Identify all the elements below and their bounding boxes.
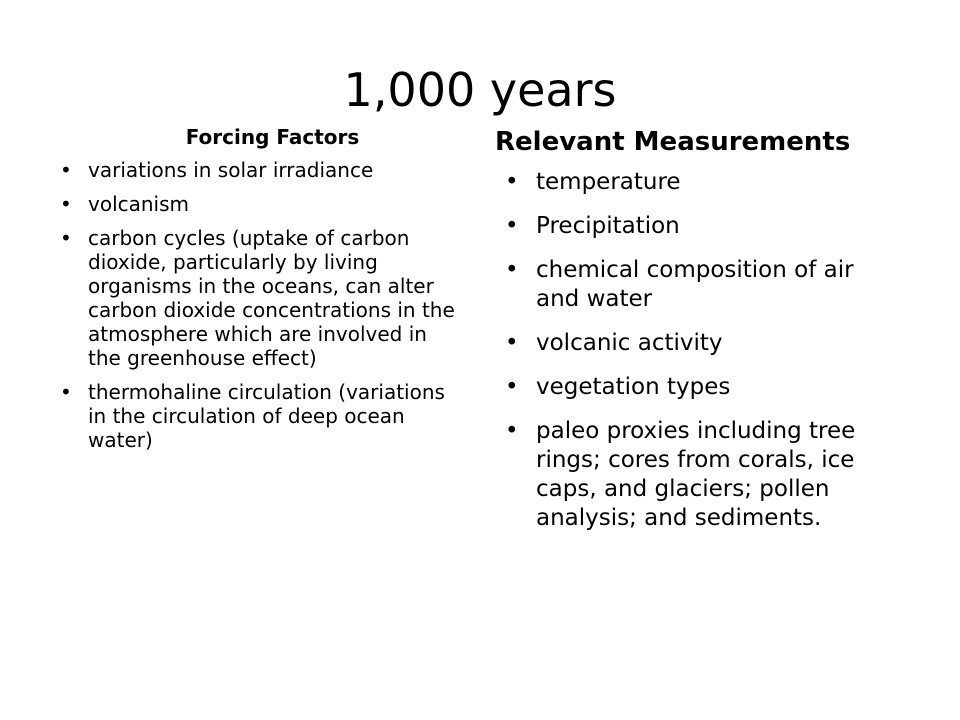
list-item-text: temperature	[536, 169, 681, 195]
bullet-icon: •	[60, 226, 72, 250]
relevant-measurements-list	[495, 168, 900, 533]
relevant-measurements-column	[495, 122, 900, 548]
bullet-icon: •	[505, 374, 519, 400]
bullet-icon: •	[505, 169, 519, 195]
list-item-text: carbon cycles (uptake of carbon dioxide, particularly by living organisms in the oceans, can alter carbon dioxide concentrations in the atmosphere which are involved in the greenhouse effect)	[88, 226, 455, 370]
bullet-icon: •	[60, 192, 72, 216]
bullet-icon: •	[505, 418, 519, 444]
forcing-factors-list	[60, 158, 465, 452]
relevant-measurements-heading: Relevant Measurements	[495, 127, 851, 157]
list-item-text: variations in solar irradiance	[88, 158, 374, 182]
forcing-factors-column	[60, 122, 465, 462]
list-item	[60, 226, 465, 370]
list-item-text: vegetation types	[536, 374, 731, 400]
bullet-icon: •	[505, 213, 519, 239]
forcing-factors-heading: Forcing Factors	[185, 125, 360, 149]
list-item	[60, 192, 465, 216]
list-item	[60, 380, 465, 452]
list-item-text: volcanism	[88, 192, 190, 216]
list-item	[495, 212, 900, 241]
list-item-text: thermohaline circulation (variations in the circulation of deep ocean water)	[88, 380, 445, 452]
bullet-icon: •	[505, 257, 519, 283]
bullet-icon: •	[60, 158, 72, 182]
list-item	[495, 373, 900, 402]
list-item	[495, 256, 900, 314]
list-item	[60, 158, 465, 182]
list-item	[495, 329, 900, 358]
list-item	[495, 417, 900, 533]
list-item-text: paleo proxies including tree rings; cores from corals, ice caps, and glaciers; pollen analysis; and sediments.	[536, 418, 856, 531]
list-item	[495, 168, 900, 197]
list-item-text: chemical composition of air and water	[536, 257, 854, 312]
bullet-icon: •	[60, 380, 72, 404]
bullet-icon: •	[505, 330, 519, 356]
list-item-text: volcanic activity	[536, 330, 723, 356]
slide-title: 1,000 years	[343, 63, 617, 117]
list-item-text: Precipitation	[536, 213, 680, 239]
